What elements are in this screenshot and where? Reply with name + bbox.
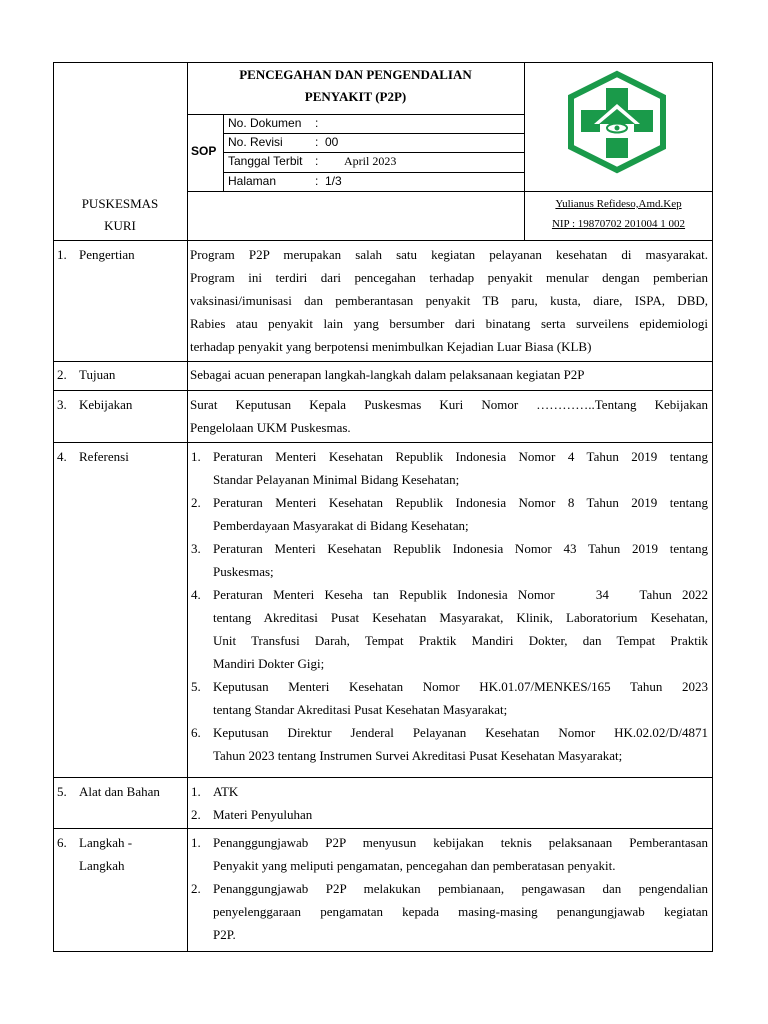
list-item	[190, 675, 708, 721]
list-number: 1.	[191, 784, 201, 799]
step-list	[190, 831, 708, 946]
list-number: 5.	[191, 679, 201, 694]
list-item	[190, 877, 708, 946]
grid-line	[187, 62, 188, 952]
body-line: Rabies atau penyakit lain yang bersumber dari binatang serta surveilens epidemiologi	[190, 316, 708, 331]
grid-line	[53, 361, 713, 362]
field-label-no-dokumen: No. Dokumen	[228, 116, 302, 130]
section-number: 3.	[57, 397, 67, 412]
document-title-line2: PENYAKIT (P2P)	[304, 89, 407, 104]
list-number: 3.	[191, 541, 201, 556]
list-line: Penanggungjawab P2P menyusun kebijakan teknis pelaksanaan Pemberantasan	[213, 835, 708, 850]
list-number: 2.	[191, 881, 201, 896]
list-line: Mandiri Dokter Gigi;	[213, 656, 325, 671]
list-line: penyelenggaraan pengamatan kepada masing-masing penangungjawab kegiatan	[213, 904, 708, 919]
sop-label: SOP	[191, 144, 217, 158]
grid-line	[53, 777, 713, 778]
puskesmas-logo	[564, 70, 670, 174]
list-line: Materi Penyuluhan	[213, 807, 313, 822]
body-line: Surat Keputusan Kepala Puskesmas Kuri Nomor …………..Tentang Kebijakan	[190, 397, 708, 412]
section-body-tujuan: Sebagai acuan penerapan langkah-langkah dalam pelaksanaan kegiatan P2P	[190, 367, 585, 382]
body-line: terhadap penyakit yang berpotensi menimbulkan Kejadian Luar Biasa (KLB)	[190, 339, 592, 354]
list-item	[190, 721, 708, 767]
list-number: 2.	[191, 807, 201, 822]
grid-line	[53, 390, 713, 391]
body-line: Program ini terdiri dari pencegahan terhadap penyakit menular dengan pemberian	[190, 270, 708, 285]
list-line: Keputusan Direktur Jenderal Pelayanan Kesehatan Nomor HK.02.02/D/4871	[213, 725, 708, 740]
field-sep: :	[315, 174, 319, 188]
list-line: Unit Transfusi Darah, Tempat Praktik Mandiri Dokter, dan Tempat Praktik	[213, 633, 708, 648]
list-number: 6.	[191, 725, 201, 740]
section-number: 4.	[57, 449, 67, 464]
section-number: 5.	[57, 784, 67, 799]
list-line: Puskesmas;	[213, 564, 274, 579]
list-line: Penanggungjawab P2P melakukan pembianaan, pengawasan dan pengendalian	[213, 881, 708, 896]
field-sep: :	[315, 154, 319, 168]
list-line: ATK	[213, 784, 239, 799]
section-number: 1.	[57, 247, 67, 262]
list-line: Peraturan Menteri Keseha tan Republik Indonesia Nomor 34 Tahun 2022	[213, 587, 708, 602]
section-label-kebijakan: Kebijakan	[79, 397, 133, 412]
document-title-line1: PENCEGAHAN DAN PENGENDALIAN	[239, 67, 472, 82]
section-label-referensi: Referensi	[79, 449, 129, 464]
org-name-line1: PUSKESMAS	[81, 196, 159, 211]
signer-nip: NIP : 19870702 201004 1 002	[551, 218, 686, 230]
field-label-halaman: Halaman	[228, 174, 277, 188]
list-line: Pemberdayaan Masyarakat di Bidang Kesehatan;	[213, 518, 469, 533]
body-line: Program P2P merupakan salah satu kegiatan pelayanan kesehatan di masyarakat.	[190, 247, 708, 262]
org-name-line2: KURI	[104, 218, 136, 233]
grid-line	[53, 442, 713, 443]
field-value-no-revisi: 00	[325, 135, 339, 149]
body-line: vaksinasi/imunisasi dan pemberantasan penyakit TB paru, kusta, diare, ISPA, DBD,	[190, 293, 708, 308]
grid-line	[187, 191, 713, 192]
list-line: Penyakit yang meliputi pengamatan, pencegahan dan pemberatasan penyakit.	[213, 858, 616, 873]
section-label-langkah: Langkah -	[79, 835, 133, 850]
section-label-pengertian: Pengertian	[79, 247, 135, 262]
list-number: 2.	[191, 495, 201, 510]
field-value-tanggal-terbit: April 2023	[344, 154, 397, 168]
list-line: tentang Standar Akreditasi Pusat Kesehatan Masyarakat;	[213, 702, 508, 717]
list-line: Peraturan Menteri Kesehatan Republik Indonesia Nomor 4 Tahun 2019 tentang	[213, 449, 708, 464]
grid-line	[53, 828, 713, 829]
list-line: Standar Pelayanan Minimal Bidang Kesehatan;	[213, 472, 460, 487]
list-item	[190, 583, 708, 675]
list-item	[190, 537, 708, 583]
list-line: Keputusan Menteri Kesehatan Nomor HK.01.07/MENKES/165 Tahun 2023	[213, 679, 708, 694]
grid-line	[53, 240, 713, 241]
signer-name: Yulianus Refideso,Amd.Kep	[555, 198, 682, 210]
reference-list	[190, 445, 708, 767]
puskesmas-logo-icon	[564, 70, 670, 174]
list-line: Peraturan Menteri Kesehatan Republik Indonesia Nomor 8 Tahun 2019 tentang	[213, 495, 708, 510]
list-number: 1.	[191, 449, 201, 464]
body-line: Pengelolaan UKM Puskesmas.	[190, 420, 351, 435]
list-item	[190, 491, 708, 537]
field-label-no-revisi: No. Revisi	[228, 135, 283, 149]
field-label-tanggal-terbit: Tanggal Terbit	[228, 154, 303, 168]
list-line: P2P.	[213, 927, 236, 942]
list-item	[190, 445, 708, 491]
list-number: 1.	[191, 835, 201, 850]
section-number: 6.	[57, 835, 67, 850]
section-body-pengertian	[190, 243, 708, 358]
field-sep: :	[315, 135, 319, 149]
section-number: 2.	[57, 367, 67, 382]
section-label-langkah-line2: Langkah	[79, 858, 125, 873]
section-label-alat-dan-bahan: Alat dan Bahan	[79, 784, 160, 799]
list-item	[190, 831, 708, 877]
list-line: tentang Akreditasi Pusat Kesehatan Masyarakat, Klinik, Laboratorium Kesehatan,	[213, 610, 708, 625]
section-label-tujuan: Tujuan	[79, 367, 116, 382]
list-number: 4.	[191, 587, 201, 602]
section-body-kebijakan	[190, 393, 708, 439]
list-line: Tahun 2023 tentang Instrumen Survei Akreditasi Pusat Kesehatan Masyarakat;	[213, 748, 623, 763]
list-line: Peraturan Menteri Kesehatan Republik Indonesia Nomor 43 Tahun 2019 tentang	[213, 541, 708, 556]
field-value-halaman: 1/3	[325, 174, 342, 188]
field-sep: :	[315, 116, 319, 130]
